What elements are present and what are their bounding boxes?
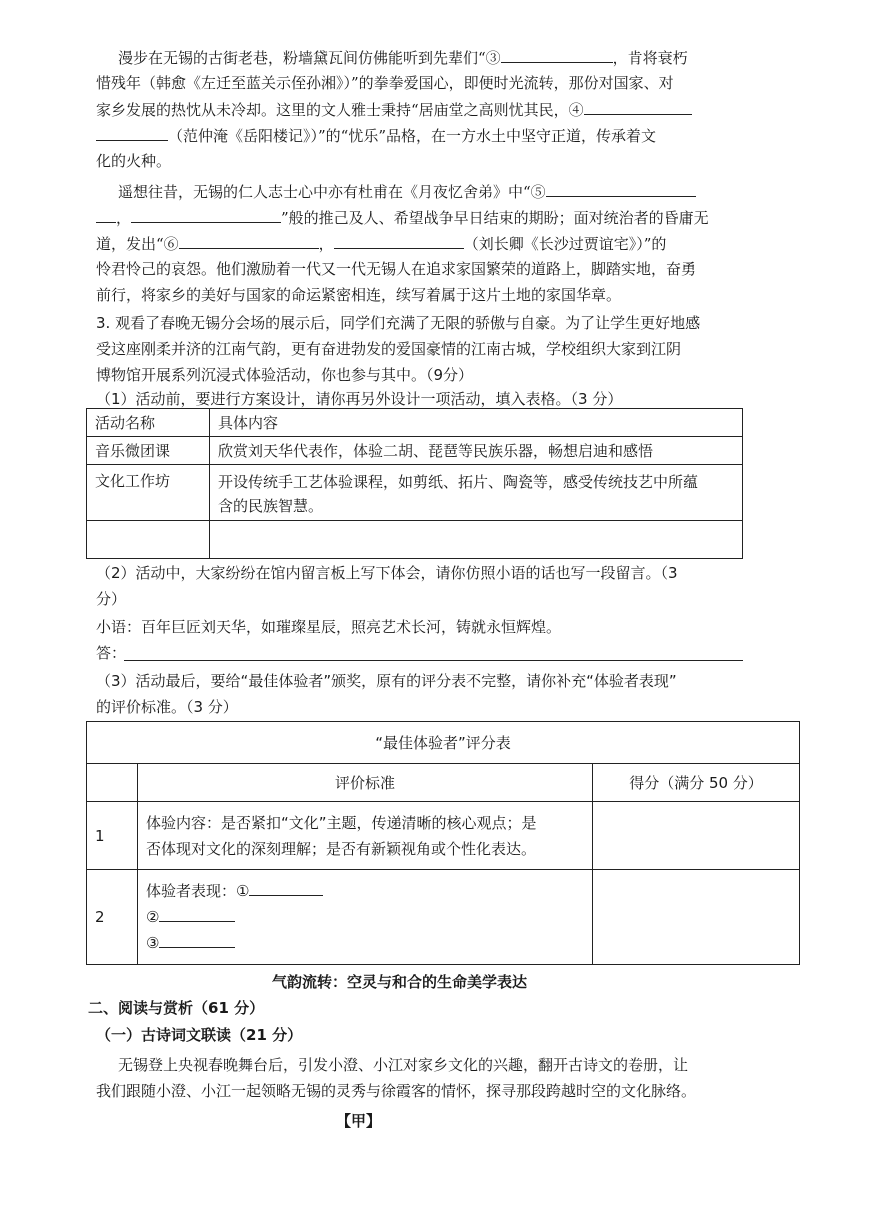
activity-row [87,437,743,465]
score-row-no: 2 [87,870,138,965]
criteria-blank-line3 [146,930,584,956]
blank-criteria-3[interactable] [159,931,235,948]
p2-line2-text: ”般的推己及人、希望战争早日结束的期盼；面对统治者的昏庸无 [281,209,709,227]
score-table-header [87,764,800,802]
activity-name-blank[interactable] [87,521,210,559]
example-message: 小语：百年巨匠刘天华，如璀璨星辰，照亮艺术长河，铸就永恒辉煌。 [96,618,562,636]
blank-6a[interactable] [179,232,319,249]
criteria-line1: 体验内容：是否紧扣“文化”主题，传递清晰的核心观点；是 [146,813,537,832]
q3-sub1: （1）活动前，要进行方案设计，请你再另外设计一项活动，填入表格。（3 分） [96,390,623,408]
passage-jia-label: 【甲】 [336,1112,382,1130]
score-cell[interactable] [593,802,800,870]
header-activity-name: 活动名称 [87,409,210,437]
q3-sub2-line1: （2）活动中，大家纷纷在馆内留言板上写下体会，请你仿照小语的话也写一段留言。（3 [96,564,678,582]
activity-content [210,465,743,521]
score-col-criteria: 评价标准 [138,764,593,802]
activity-name: 文化工作坊 [87,465,210,521]
blank-5b[interactable] [96,206,116,223]
p1-line4-text: （范仲淹《岳阳楼记》）”的“忧乐”品格，在一方水土中坚守正道，传承着文 [168,127,657,145]
score-row [87,802,800,870]
score-col-no [87,764,138,802]
score-cell[interactable] [593,870,800,965]
p1-line2: 惜残年（韩愈《左迁至蓝关示侄孙湘》）”的拳拳爱国心，即便时光流转，那份对国家、对 [96,74,674,92]
activity-table-header [87,409,743,437]
score-table [86,721,800,965]
p2-line2-comma: ， [116,209,132,227]
activity-content-blank[interactable] [210,521,743,559]
part2-heading: 二、阅读与赏析（61 分） [88,999,265,1017]
q3-line2: 受这座刚柔并济的江南气韵，更有奋进勃发的爱国豪情的江南古城，学校组织大家到江阴 [96,340,682,358]
p1-line1-tail: ，肯将衰朽 [612,49,688,67]
q3-sub3-line2: 的评价标准。（3 分） [96,698,238,716]
p1-line5: 化的火种。 [96,152,172,170]
p2-line3 [96,232,666,255]
q3-sub2-line2: 分） [96,590,127,608]
criteria-blank-line2 [146,904,584,930]
criteria-num-3: ③ [146,934,160,952]
p2-line3-text: 道，发出“⑥ [96,235,179,253]
score-row-criteria [138,802,593,870]
p1-line4 [96,124,656,147]
p2-line5: 前行，将家乡的美好与国家的命运紧密相连，续写着属于这片土地的家国华章。 [96,286,622,304]
score-row-no: 1 [87,802,138,870]
blank-6b[interactable] [334,232,464,249]
criteria-num-2: ② [146,908,160,926]
activity-row [87,465,743,521]
p2-line1 [118,180,696,203]
score-table-title: “最佳体验者”评分表 [87,722,800,764]
criteria-line2: 否体现对文化的深刻理解；是否有新颖视角或个性化表达。 [146,839,537,858]
activity-name: 音乐微团课 [87,437,210,465]
blank-4b[interactable] [96,124,168,141]
p2-line1-text: 遥想往昔，无锡的仁人志士心中亦有杜甫在《月夜忆舍弟》中“⑤ [118,183,546,201]
activity-content-line1: 开设传统手工艺体验课程，如剪纸、拓片、陶瓷等，感受传统技艺中所蕴 [218,473,699,491]
p1-line3 [96,98,692,121]
criteria-label: 体验者表现：① [146,882,250,900]
p1-line1-text: 漫步在无锡的古街老巷，粉墙黛瓦间仿佛能听到先辈们“③ [118,49,501,67]
q3-line3: 博物馆开展系列沉浸式体验活动，你也参与其中。（9分） [96,366,474,384]
p2-line2 [96,206,709,229]
p2-line4: 怜君怜己的哀怨。他们激励着一代又一代无锡人在追求家国繁荣的道路上，脚踏实地，奋勇 [96,260,697,278]
p2-line3-tail: （刘长卿《长沙过贾谊宅》）”的 [463,235,667,253]
blank-4a[interactable] [584,98,692,115]
blank-criteria-1[interactable] [249,879,323,896]
blank-criteria-2[interactable] [159,905,235,922]
q3-line1: 3. 观看了春晚无锡分会场的展示后，同学们充满了无限的骄傲与自豪。为了让学生更好地感 [96,314,701,332]
activity-row-blank [87,521,743,559]
score-row-criteria [138,870,593,965]
intro-line2: 我们跟随小澄、小江一起领略无锡的灵秀与徐霞客的情怀，探寻那段跨越时空的文化脉络。 [96,1082,697,1100]
p1-line1 [118,46,688,69]
score-table-title-row [87,722,800,764]
part2-subheading: （一）古诗词文联读（21 分） [96,1026,303,1044]
intro-line1: 无锡登上央视春晚舞台后，引发小澄、小江对家乡文化的兴趣，翻开古诗文的卷册，让 [118,1056,689,1074]
p1-line3-text: 家乡发展的热忱从未冷却。这里的文人雅士秉持“居庙堂之高则忧其民，④ [96,101,584,119]
q3-sub3-line1: （3）活动最后，要给“最佳体验者”颁奖，原有的评分表不完整，请你补充“体验者表现” [96,672,677,690]
score-col-score: 得分（满分 50 分） [593,764,800,802]
answer-line[interactable] [124,660,743,661]
score-row [87,870,800,965]
activity-table [86,408,743,559]
blank-3[interactable] [501,46,613,63]
blank-5c[interactable] [131,206,281,223]
header-content: 具体内容 [210,409,743,437]
activity-content-line2: 含的民族智慧。 [218,497,324,515]
criteria-blank-line1 [146,878,584,904]
activity-content: 欣赏刘天华代表作，体验二胡、琵琶等民族乐器，畅想启迪和感悟 [210,437,743,465]
section-title: 气韵流转：空灵与和合的生命美学表达 [272,973,528,991]
answer-label: 答： [96,644,127,662]
p2-line3-comma: ， [318,235,334,253]
blank-5a[interactable] [546,180,696,197]
